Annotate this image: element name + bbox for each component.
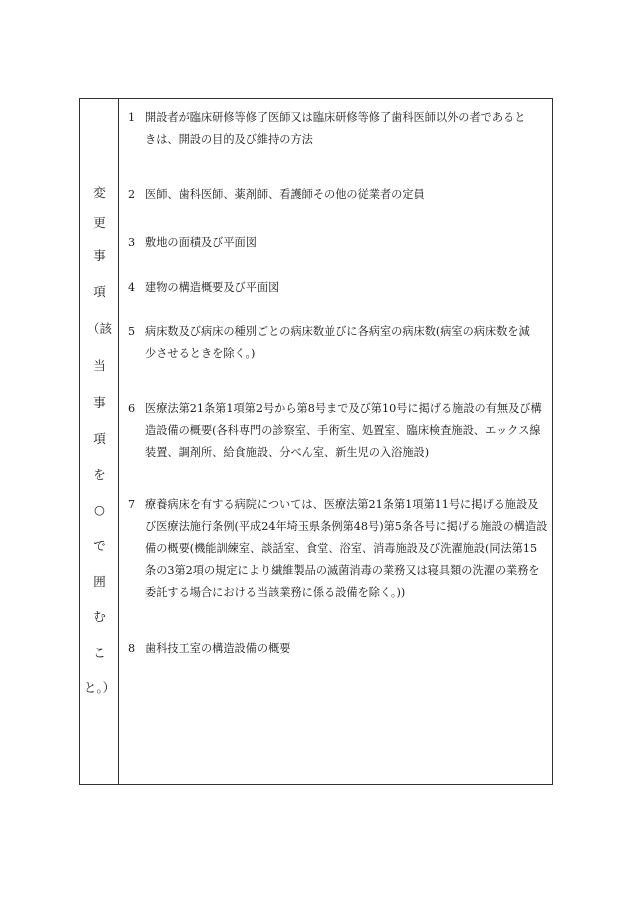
- change-items-table: [79, 98, 553, 785]
- item-8: [128, 638, 544, 660]
- item-number: 7: [128, 498, 136, 511]
- label-char: 囲: [93, 574, 106, 589]
- label-char: 更: [93, 215, 106, 230]
- label-char: を: [93, 467, 106, 482]
- label-char: で: [93, 538, 106, 553]
- item-number: 8: [128, 642, 136, 655]
- item-1: [128, 107, 544, 151]
- label-char: む: [93, 609, 106, 624]
- label-char: と。）: [83, 680, 116, 695]
- item-number: 6: [128, 402, 136, 415]
- label-char: 事: [93, 248, 106, 263]
- item-text-line: 歯科技工室の構造設備の概要: [145, 642, 291, 655]
- item-6: [128, 398, 544, 464]
- item-text-line: 病床数及び病床の種別ごとの病床数並びに各病室の病床数(病室の病床数を減: [145, 325, 530, 338]
- item-text-line: び医療法施行条例(平成24年埼玉県条例第48号)第5条各号に掲げる施設の構造設: [145, 520, 548, 533]
- item-4: [128, 277, 544, 299]
- item-text-line: 建物の構造概要及び平面図: [145, 281, 280, 294]
- item-number: 1: [128, 111, 136, 124]
- item-text-line: 医師、歯科医師、薬剤師、看護師その他の従業者の定員: [145, 188, 425, 201]
- item-text-line: 造設備の概要(各科専門の診察室、手術室、処置室、臨床検査施設、エックス線: [145, 424, 541, 437]
- change-items-label-column: [80, 99, 119, 784]
- item-text-line: 装置、調剤所、給食施設、分べん室、新生児の入浴施設): [145, 446, 430, 459]
- label-char: こ: [93, 645, 106, 660]
- item-text-line: 療養病床を有する病院については、医療法第21条第1項第11号に掲げる施設及: [145, 498, 539, 511]
- item-number: 3: [128, 236, 136, 249]
- item-text-line: 条の3第2項の規定により繊維製品の滅菌消毒の業務又は寝具類の洗濯の業務を: [145, 564, 540, 577]
- label-char: 変: [93, 185, 106, 200]
- label-char: 当: [93, 358, 106, 373]
- label-char: 項: [93, 431, 106, 446]
- item-text-line: きは、開設の目的及び維持の方法: [145, 133, 313, 146]
- item-number: 2: [128, 188, 136, 201]
- label-char: ○: [94, 502, 105, 517]
- item-3: [128, 232, 544, 254]
- item-text-line: 開設者が臨床研修等修了医師又は臨床研修等修了歯科医師以外の者であると: [145, 111, 526, 124]
- item-text-line: 備の概要(機能訓練室、談話室、食堂、浴室、消毒施設及び洗濯施設(同法第15: [145, 542, 538, 555]
- item-number: 4: [128, 281, 136, 294]
- item-2: [128, 184, 544, 206]
- item-number: 5: [128, 325, 136, 338]
- item-text-line: 医療法第21条第1項第2号から第8号まで及び第10号に掲げる施設の有無及び構: [145, 402, 542, 415]
- item-5: [128, 321, 544, 365]
- item-7: [128, 494, 548, 604]
- label-char: 事: [93, 395, 106, 410]
- label-char: （該: [86, 321, 112, 336]
- item-text-line: 敷地の面積及び平面図: [145, 236, 257, 249]
- item-text-line: 委託する場合における当該業務に係る設備を除く。)): [145, 586, 406, 599]
- item-text-line: 少させるときを除く。): [145, 347, 256, 360]
- label-char: 項: [93, 284, 106, 299]
